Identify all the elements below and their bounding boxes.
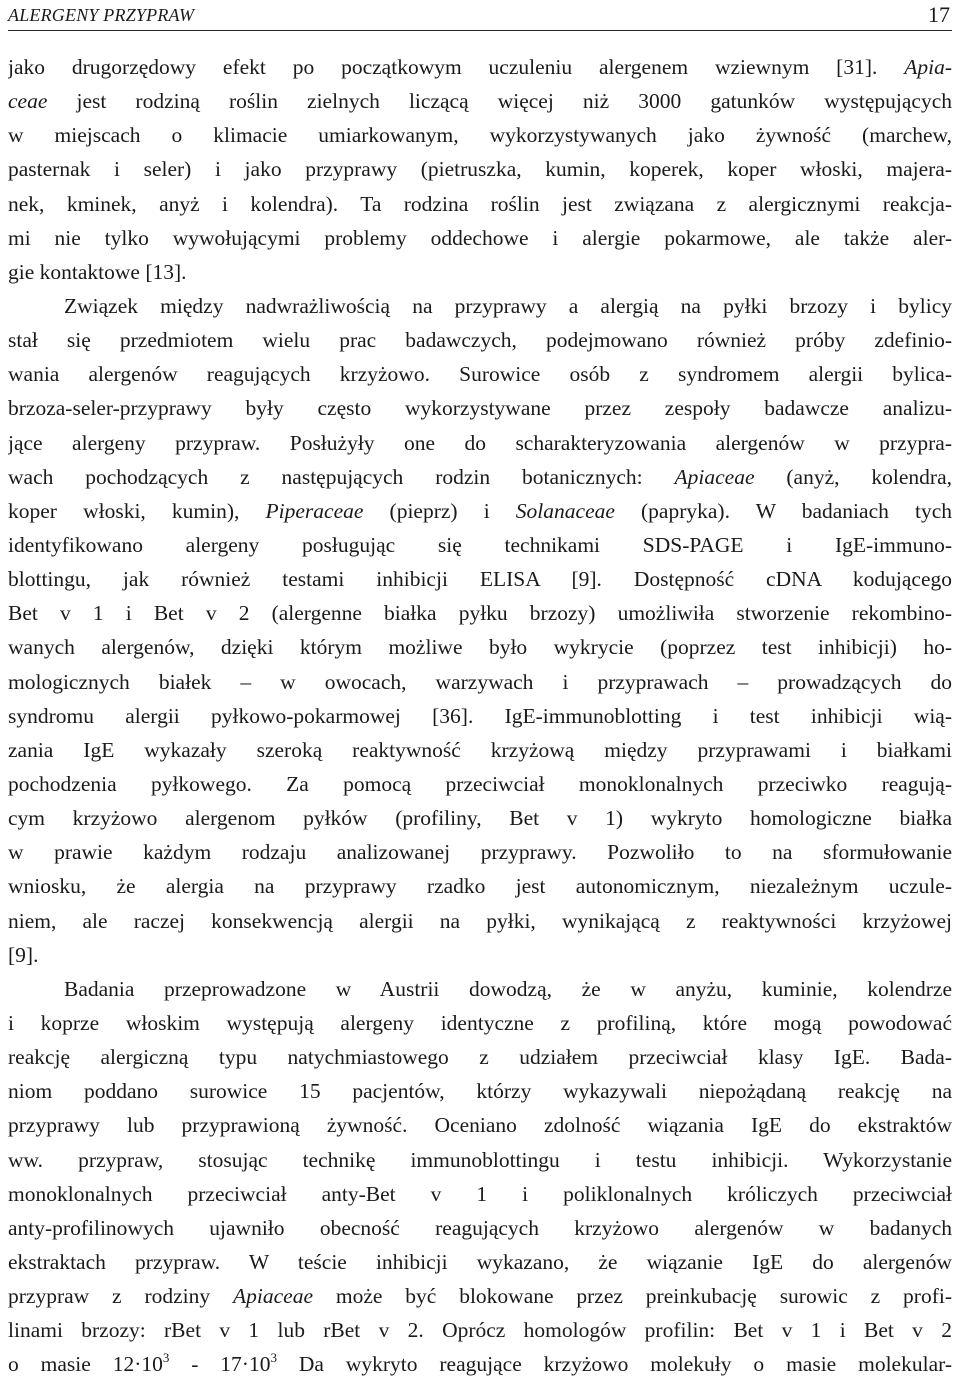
text-segment: pochodzenia pyłkowego. Za pomocą przeciwciał monoklonalnych przeciwko reagują- xyxy=(8,771,952,796)
text-segment: blottingu, jak również testami inhibicji ELISA [9]. Dostępność cDNA kodującego xyxy=(8,567,952,592)
text-segment: ww. przypraw, stosując technikę immunoblottingu i testu inhibicji. Wykorzystanie xyxy=(8,1147,952,1172)
text-segment: jest rodziną roślin zielnych liczącą więcej niż 3000 gatunków występujących xyxy=(47,89,952,114)
text-segment: ekstraktach przypraw. W teście inhibicji wykazano, że wiązanie IgE do alergenów xyxy=(8,1249,952,1274)
text-segment: Bet v 1 i Bet v 2 (alergenne białka pyłku brzozy) umożliwiła stworzenie rekombino- xyxy=(8,601,952,626)
text-segment: mi nie tylko wywołującymi problemy oddechowe i alergie pokarmowe, ale także aler- xyxy=(8,225,952,250)
text-segment: wania alergenów reagujących krzyżowo. Surowice osób z syndromem alergii bylica- xyxy=(8,362,952,387)
text-segment: wniosku, że alergia na przyprawy rzadko jest autonomicznym, niezależnym uczule- xyxy=(8,874,952,899)
text-line xyxy=(8,630,952,664)
text-line xyxy=(8,767,952,801)
text-segment: przypraw z rodziny xyxy=(8,1284,233,1309)
text-line xyxy=(8,460,952,494)
text-line xyxy=(8,904,952,938)
text-line xyxy=(8,1143,952,1177)
text-segment: syndromu alergii pyłkowo-pokarmowej [36]. IgE-immunoblotting i test inhibicji wią- xyxy=(8,703,952,728)
text-line xyxy=(8,50,952,84)
running-title: ALERGENY PRZYPRAW xyxy=(8,5,195,25)
text-line xyxy=(8,596,952,630)
text-line xyxy=(8,1177,952,1211)
text-line xyxy=(8,323,952,357)
text-line xyxy=(8,84,952,118)
italic-term: Apiaceae xyxy=(674,464,755,489)
text-line xyxy=(8,801,952,835)
text-segment: anty-profilinowych ujawniło obecność reagujących krzyżowo alergenów w badanych xyxy=(8,1215,952,1240)
text-line xyxy=(8,221,952,255)
superscript: 3 xyxy=(162,1350,170,1366)
text-segment: niom poddano surowice 15 pacjentów, którzy wykazywali niepożądaną reakcję na xyxy=(8,1079,952,1104)
text-line xyxy=(8,255,952,289)
superscript: 3 xyxy=(270,1350,277,1366)
text-segment: identyfikowano alergeny posługując się technikami SDS-PAGE i IgE-immuno- xyxy=(8,532,952,557)
text-line xyxy=(8,1006,952,1040)
text-segment: - 17·10 xyxy=(169,1352,271,1377)
text-segment: (papryka). W badaniach tych xyxy=(614,498,952,523)
text-segment: Da wykryto reagujące krzyżowo molekuły o masie molekular- xyxy=(276,1352,952,1377)
text-line xyxy=(8,1245,952,1279)
italic-term: Piperaceae xyxy=(265,498,364,523)
text-line xyxy=(8,835,952,869)
text-segment: przyprawy lub przyprawioną żywność. Oceniano zdolność wiązania IgE do ekstraktów xyxy=(8,1113,952,1138)
text-line xyxy=(8,1347,952,1381)
text-segment: (pieprz) i xyxy=(363,498,516,523)
italic-term: Solanaceae xyxy=(515,498,615,523)
text-line xyxy=(8,426,952,460)
text-line xyxy=(8,528,952,562)
text-segment: mologicznych białek – w owocach, warzywach i przyprawach – prowadzących do xyxy=(8,669,952,694)
text-segment: o masie 12·10 xyxy=(8,1352,163,1377)
text-segment: Badania przeprowadzone w Austrii dowodzą, że w anyżu, kuminie, kolendrze xyxy=(64,976,952,1001)
text-line xyxy=(8,1108,952,1142)
text-segment: może być blokowane przez preinkubację surowic z profi- xyxy=(313,1284,952,1309)
text-segment: niem, ale raczej konsekwencją alergii na pyłki, wynikającą z reaktywności krzyżowej xyxy=(8,908,952,933)
text-line xyxy=(8,289,952,323)
text-segment: w prawie każdym rodzaju analizowanej przyprawy. Pozwoliło to na sformułowanie xyxy=(8,840,952,865)
text-segment: koper włoski, kumin), xyxy=(8,498,266,523)
text-segment: w miejscach o klimacie umiarkowanym, wykorzystywanych jako żywność (marchew, xyxy=(8,123,952,148)
body-text xyxy=(8,50,952,1381)
italic-term: Apiaceae xyxy=(233,1284,313,1309)
text-segment: nek, kminek, anyż i kolendra). Ta rodzina roślin jest związana z alergicznymi reakcja- xyxy=(8,191,952,216)
text-segment: linami brzozy: rBet v 1 lub rBet v 2. Oprócz homologów profilin: Bet v 1 i Bet v 2 xyxy=(8,1318,952,1343)
text-segment: Związek między nadwrażliwością na przyprawy a alergią na pyłki brzozy i bylicy xyxy=(64,293,952,318)
text-segment: pasternak i seler) i jako przyprawy (pietruszka, kumin, koperek, koper włoski, majera- xyxy=(8,157,952,182)
text-line xyxy=(8,562,952,596)
text-segment: jące alergeny przypraw. Posłużyły one do scharakteryzowania alergenów w przypra- xyxy=(8,430,952,455)
text-line xyxy=(8,665,952,699)
text-segment: cym krzyżowo alergenom pyłków (profiliny, Bet v 1) wykryto homologiczne białka xyxy=(8,806,952,831)
text-line xyxy=(8,494,952,528)
text-segment: monoklonalnych przeciwciał anty-Bet v 1 i poliklonalnych króliczych przeciwciał xyxy=(8,1181,952,1206)
text-line xyxy=(8,1279,952,1313)
text-segment: reakcję alergiczną typu natychmiastowego z udziałem przeciwciał klasy IgE. Bada- xyxy=(8,1045,952,1070)
text-segment: brzoza-seler-przyprawy były często wykorzystywane przez zespoły badawcze analizu- xyxy=(8,396,952,421)
text-line xyxy=(8,1313,952,1347)
page-number: 17 xyxy=(928,2,950,27)
text-segment: jako drugorzędowy efekt po początkowym uczuleniu alergenem wziewnym [31]. xyxy=(8,55,905,79)
text-segment: (anyż, kolendra, xyxy=(754,464,952,489)
text-line xyxy=(8,869,952,903)
text-segment: wanych alergenów, dzięki którym możliwe było wykrycie (poprzez test inhibicji) ho- xyxy=(8,635,952,660)
text-line xyxy=(8,118,952,152)
text-line xyxy=(8,1074,952,1108)
text-line xyxy=(8,972,952,1006)
text-line xyxy=(8,187,952,221)
page-header xyxy=(8,0,952,31)
text-segment: zania IgE wykazały szeroką reaktywność krzyżową między przyprawami i białkami xyxy=(8,737,952,762)
text-segment: stał się przedmiotem wielu prac badawczych, podejmowano również próby zdefinio- xyxy=(8,328,952,353)
text-line xyxy=(8,1211,952,1245)
text-line xyxy=(8,1040,952,1074)
text-segment: i koprze włoskim występują alergeny identyczne z profiliną, które mogą powodować xyxy=(8,1010,952,1035)
text-line xyxy=(8,938,952,972)
text-line xyxy=(8,152,952,186)
text-segment: wach pochodzących z następujących rodzin botanicznych: xyxy=(8,464,675,489)
text-line xyxy=(8,391,952,425)
italic-term: ceae xyxy=(8,89,48,114)
text-line xyxy=(8,357,952,391)
text-segment: [9]. xyxy=(8,942,39,967)
italic-term: Apia- xyxy=(904,55,952,79)
text-segment: gie kontaktowe [13]. xyxy=(8,259,187,284)
text-line xyxy=(8,733,952,767)
text-line xyxy=(8,699,952,733)
